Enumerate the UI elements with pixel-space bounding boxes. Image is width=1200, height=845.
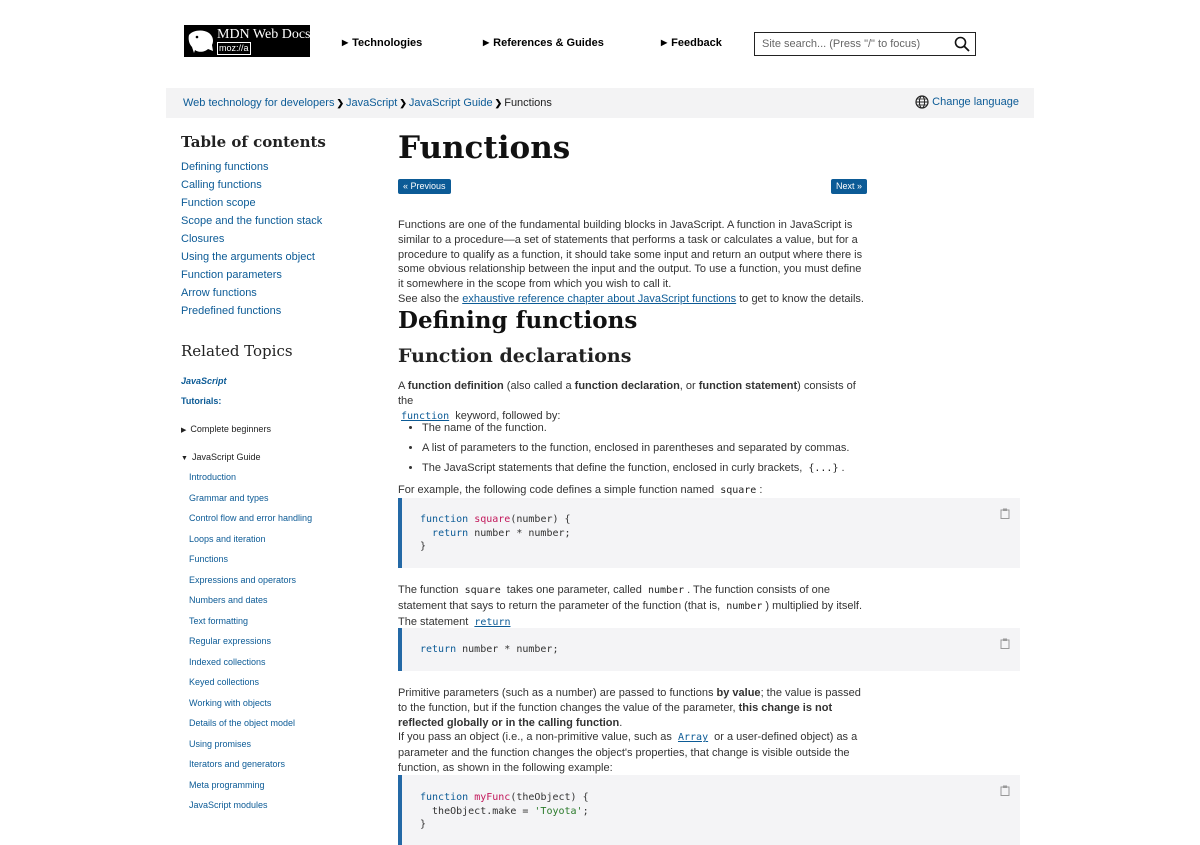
primitive-parameters-paragraph: Primitive parameters (such as a number) are passed to functions by value; the value is passed to the function, but if the function changes the value of the parameter, this change is not reflected globally or in the calling function. If you pass an object (i.e., a non-primitive value, such as Array or a user-defined object) as a parameter and the function changes the object's properties, that change is visible outside the function, as shown in the following example: [398, 687, 861, 774]
previous-button[interactable]: « Previous [398, 179, 451, 194]
reference-chapter-link[interactable]: exhaustive reference chapter about JavaScript functions [462, 292, 737, 305]
toc-link-closures[interactable]: Closures [181, 233, 225, 245]
guide-link[interactable]: Working with objects [189, 697, 272, 708]
nav-references-guides[interactable]: ▶ References & Guides [483, 37, 604, 49]
change-language-link[interactable]: Change language [915, 95, 1019, 109]
related-tutorials-link[interactable]: Tutorials: [181, 396, 222, 406]
section-heading-defining-functions: Defining functions [398, 307, 638, 334]
guide-item [189, 739, 312, 760]
toc-link-scope-stack[interactable]: Scope and the function stack [181, 215, 323, 227]
toc-item [181, 304, 322, 322]
code-block-return [398, 628, 1020, 671]
guide-link[interactable]: Indexed collections [189, 656, 266, 667]
guide-link[interactable]: Text formatting [189, 615, 249, 626]
array-link[interactable]: Array [677, 732, 709, 744]
table-of-contents [181, 160, 322, 322]
guide-link[interactable]: Loops and iteration [189, 533, 266, 544]
toc-item [181, 178, 322, 196]
toc-item [181, 160, 322, 178]
guide-item [189, 800, 312, 821]
toc-link-arrow-functions[interactable]: Arrow functions [181, 287, 257, 299]
search-input[interactable] [762, 37, 942, 51]
triangle-down-icon: ▼ [181, 455, 188, 462]
search-icon[interactable] [954, 36, 970, 52]
triangle-right-icon: ▶ [181, 427, 187, 434]
toc-item [181, 214, 322, 232]
guide-link[interactable]: Using promises [189, 738, 252, 749]
javascript-guide-list [189, 472, 312, 821]
toc-link-function-scope[interactable]: Function scope [181, 197, 256, 209]
triangle-right-icon: ▶ [342, 38, 349, 47]
guide-item [189, 780, 312, 801]
guide-item [189, 595, 312, 616]
chevron-right-icon: ❯ [336, 98, 344, 108]
guide-link[interactable]: Keyed collections [189, 677, 260, 687]
return-statement-link[interactable]: return [474, 616, 511, 628]
breadcrumb-web-technology[interactable]: Web technology for developers [183, 97, 335, 109]
toc-item [181, 250, 322, 268]
square-explanation: The function square takes one parameter, called number . The function consists of one statement that says to return the parameter of the function (that is, number ) multiplied by itself. The statement return [398, 584, 862, 628]
guide-link[interactable]: Control flow and error handling [189, 513, 313, 523]
code-text: return number * number; [420, 644, 559, 655]
breadcrumb-javascript-guide[interactable]: JavaScript Guide [408, 97, 493, 109]
guide-item [189, 718, 312, 739]
guide-link[interactable]: Regular expressions [189, 636, 272, 646]
triangle-right-icon: ▶ [661, 38, 668, 47]
toc-link-arguments-object[interactable]: Using the arguments object [181, 251, 315, 263]
guide-item [189, 513, 312, 534]
chevron-right-icon: ❯ [494, 98, 503, 108]
guide-item [189, 636, 312, 657]
toc-title: Table of contents [181, 133, 326, 151]
guide-link[interactable]: Iterators and generators [189, 759, 286, 769]
guide-item [189, 657, 312, 678]
subsection-heading-function-declarations: Function declarations [398, 345, 632, 367]
list-item: • The JavaScript statements that define the function, enclosed in curly brackets, {...} . [422, 458, 849, 478]
toc-link-defining-functions[interactable]: Defining functions [181, 161, 269, 173]
complete-beginners-toggle[interactable]: ▶ Complete beginners [181, 424, 271, 434]
dinosaur-logo-icon [187, 27, 215, 55]
chevron-right-icon: ❯ [399, 98, 407, 108]
nav-technologies[interactable]: ▶ Technologies [342, 37, 423, 49]
example-intro: For example, the following code defines a simple function named square : [398, 484, 763, 496]
toc-item [181, 286, 322, 304]
guide-item [189, 759, 312, 780]
toc-link-predefined-functions[interactable]: Predefined functions [181, 305, 282, 317]
toc-item [181, 268, 322, 286]
copy-icon[interactable] [1000, 785, 1010, 796]
related-javascript-link[interactable]: JavaScript [181, 376, 227, 386]
next-button[interactable]: Next » [831, 179, 867, 194]
toc-link-function-parameters[interactable]: Function parameters [181, 269, 282, 281]
javascript-guide-toggle[interactable]: ▼ JavaScript Guide [181, 452, 261, 462]
guide-item [189, 534, 312, 555]
breadcrumb-javascript[interactable]: JavaScript [346, 97, 398, 109]
guide-item [189, 616, 312, 637]
list-item: • A list of parameters to the function, enclosed in parentheses and separated by commas. [422, 438, 849, 458]
guide-link[interactable]: JavaScript modules [189, 800, 268, 810]
declaration-list [410, 418, 849, 478]
guide-link[interactable]: Functions [189, 554, 229, 564]
toc-link-calling-functions[interactable]: Calling functions [181, 179, 262, 191]
code-text: function square(number) { return number * number; } [420, 514, 571, 552]
declaration-paragraph: A function definition (also called a function declaration, or function statement) consists of the function keyword, followed by: [398, 380, 856, 422]
list-item: • The name of the function. [422, 418, 849, 438]
guide-link[interactable]: Numbers and dates [189, 595, 268, 605]
copy-icon[interactable] [1000, 508, 1010, 519]
breadcrumb-current: Functions [504, 97, 552, 109]
guide-item [189, 493, 312, 514]
guide-link[interactable]: Introduction [189, 472, 237, 482]
guide-item [189, 698, 312, 719]
toc-item [181, 232, 322, 250]
guide-link[interactable]: Meta programming [189, 779, 265, 790]
breadcrumb-bar [166, 88, 1034, 118]
related-topics-title: Related Topics [181, 342, 293, 360]
code-block-square [398, 498, 1020, 568]
logo-title: MDN Web Docs [217, 27, 311, 42]
guide-item [189, 677, 312, 698]
globe-icon [915, 95, 929, 109]
mozilla-wordmark: moz://a [217, 42, 251, 55]
site-search [754, 32, 976, 56]
guide-item [189, 472, 312, 493]
toc-item [181, 196, 322, 214]
intro-paragraph: Functions are one of the fundamental building blocks in JavaScript. A function in JavaScript is similar to a procedure—a set of statements that performs a task or calculates a value, but for a procedure to qualify as a function, it should take some input and return an output where there is some obvious relationship between the input and the output. To use a function, you must define it somewhere in the scope from which you wish to call it. See also the exhaustive reference chapter about JavaScript functions to get to know the details. [398, 219, 864, 305]
guide-item [189, 575, 312, 596]
code-block-myfunc [398, 775, 1020, 845]
guide-link[interactable]: Grammar and types [189, 492, 269, 503]
breadcrumb [183, 97, 552, 109]
function-keyword-link[interactable]: function [401, 410, 450, 422]
code-text: function myFunc(theObject) { theObject.make = 'Toyota'; } [420, 792, 589, 830]
guide-link[interactable]: Expressions and operators [189, 574, 297, 585]
page-title: Functions [398, 130, 571, 166]
nav-feedback[interactable]: ▶ Feedback [661, 37, 722, 49]
mdn-logo[interactable] [184, 25, 310, 57]
guide-link[interactable]: Details of the object model [189, 718, 296, 728]
guide-item [189, 554, 312, 575]
copy-icon[interactable] [1000, 638, 1010, 649]
triangle-right-icon: ▶ [483, 38, 490, 47]
